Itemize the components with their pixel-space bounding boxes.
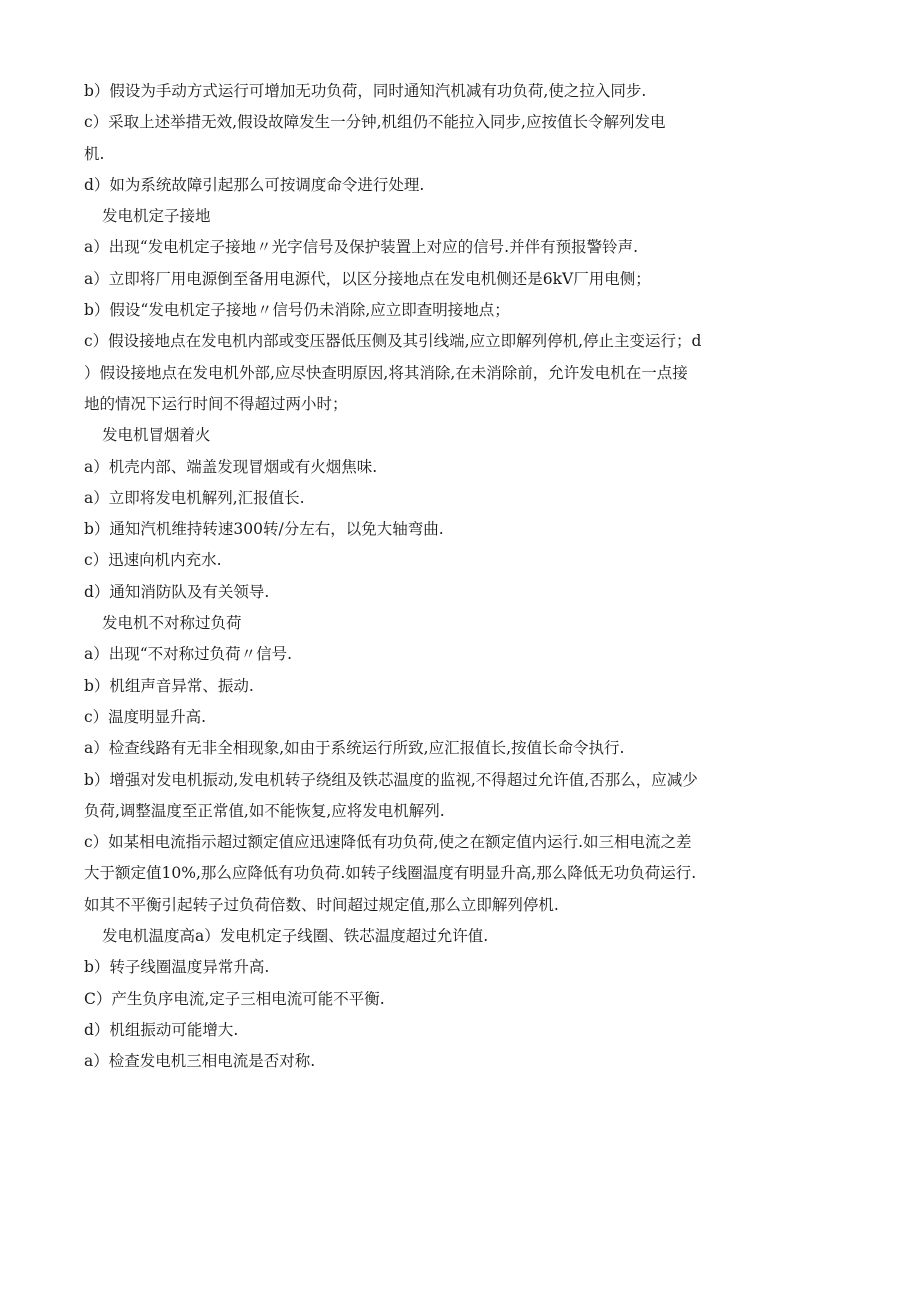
text-line: b）通知汽机维持转速300转/分左右，以免大轴弯曲. [84,520,444,539]
text-line: 地的情况下运行时间不得超过两小时； [84,394,348,413]
text-line: a）出现“不对称过负荷〃信号. [84,645,293,664]
text-line: 大于额定值10%,那么应降低有功负荷.如转子线圈温度有明显升高,那么降低无功负荷运行. [84,864,697,883]
text-line: d）如为系统故障引起那么可按调度命令进行处理. [84,175,425,194]
text-line: 如其不平衡引起转子过负荷倍数、时间超过规定值,那么立即解列停机. [84,895,559,914]
text-line: a）检查发电机三相电流是否对称. [84,1052,316,1071]
text-line: b）增强对发电机振动,发电机转子绕组及铁芯温度的监视,不得超过允许值,否那么，应减少 [84,770,698,789]
text-line: c）迅速向机内充水. [84,551,222,570]
section-heading: 发电机定子接地 [102,207,211,226]
text-line: c）如某相电流指示超过额定值应迅速降低有功负荷,使之在额定值内运行.如三相电流之差 [84,833,692,852]
text-line: a）机壳内部、端盖发现冒烟或有火烟焦味. [84,457,378,476]
section-heading: 发电机温度高a）发电机定子线圈、铁芯温度超过允许值. [102,927,489,946]
text-line: c）采取上述举措无效,假设故障发生一分钟,机组仍不能拉入同步,应按值长令解列发电 [84,113,666,132]
text-line: c）温度明显升高. [84,707,207,726]
section-heading: 发电机冒烟着火 [102,426,211,445]
text-line: a）检查线路有无非全相现象,如由于系统运行所致,应汇报值长,按值长命令执行. [84,739,625,758]
text-line: ）假设接地点在发电机外部,应尽快查明原因,将其消除,在未消除前，允许发电机在一点接 [84,363,688,382]
text-line: 机. [84,144,105,163]
document-body [84,76,844,1078]
text-line: b）假设为手动方式运行可增加无功负荷，同时通知汽机减有功负荷,使之拉入同步. [84,82,647,100]
section-heading: 发电机不对称过负荷 [102,614,242,633]
text-line: b）机组声音异常、振动. [84,676,254,695]
text-line: 负荷,调整温度至正常值,如不能恢复,应将发电机解列. [84,801,445,820]
text-line: a）立即将发电机解列,汇报值长. [84,488,305,507]
text-line: C）产生负序电流,定子三相电流可能不平衡. [84,989,385,1008]
text-line: b）假设“发电机定子接地〃信号仍未消除,应立即查明接地点； [84,301,510,320]
text-line: a）出现“发电机定子接地〃光字信号及保护装置上对应的信号.并伴有预报警铃声. [84,238,639,257]
text-line: c）假设接地点在发电机内部或变压器低压侧及其引线端,应立即解列停机,停止主变运行；d [84,332,702,351]
text-line: a）立即将厂用电源倒至备用电源代，以区分接地点在发电机侧还是6kV厂用电侧； [84,269,651,288]
text-line: d）机组振动可能增大. [84,1020,239,1039]
text-line: b）转子线圈温度异常升高. [84,958,270,977]
text-line: d）通知消防队及有关领导. [84,582,270,601]
